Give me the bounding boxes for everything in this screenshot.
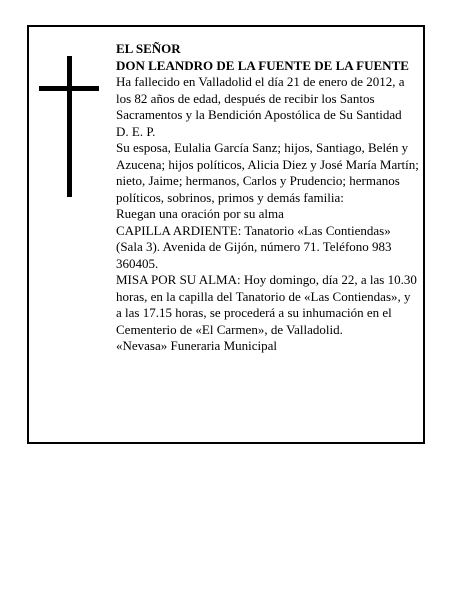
deceased-name: DON LEANDRO DE LA FUENTE DE LA FUENTE — [116, 57, 409, 73]
family-list: Su esposa, Eulalia García Sanz; hijos, Santiago, Belén y Azucena; hijos políticos, Alicia Diez y José María Martín; nieto, Jaime; hermanos, Carlos y Prudencio; hermanos políticos, sobrinos, primos y demás familia: — [116, 140, 419, 205]
funeral-home: «Nevasa» Funeraria Municipal — [116, 338, 278, 353]
cross-icon-horizontal-bar — [39, 86, 99, 91]
chapel-info: CAPILLA ARDIENTE: Tanatorio «Las Contiendas» (Sala 3). Avenida de Gijón, número 71. Teléfono 983 360405. — [116, 222, 392, 271]
death-notice: Ha fallecido en Valladolid el día 21 de enero de 2012, a los 82 años de edad, después de recibir los Santos Sacramentos y la Bendición Apostólica de Su Santidad — [116, 74, 405, 122]
rip-line: D. E. P. — [116, 123, 156, 139]
mass-info: MISA POR SU ALMA: Hoy domingo, día 22, a las 10.30 horas, en la capilla del Tanatorio de «Las Contiendas», y a las 17.15 horas, se procederá a su inhumación en el Cementerio de «El Carmen», de Valladolid. — [116, 272, 417, 337]
obituary-notice — [27, 25, 425, 444]
prayer-request: Ruegan una oración por su alma — [116, 206, 284, 221]
cross-icon-vertical-bar — [67, 56, 72, 197]
obituary-title: EL SEÑOR — [116, 41, 181, 56]
obituary-text — [116, 41, 419, 355]
